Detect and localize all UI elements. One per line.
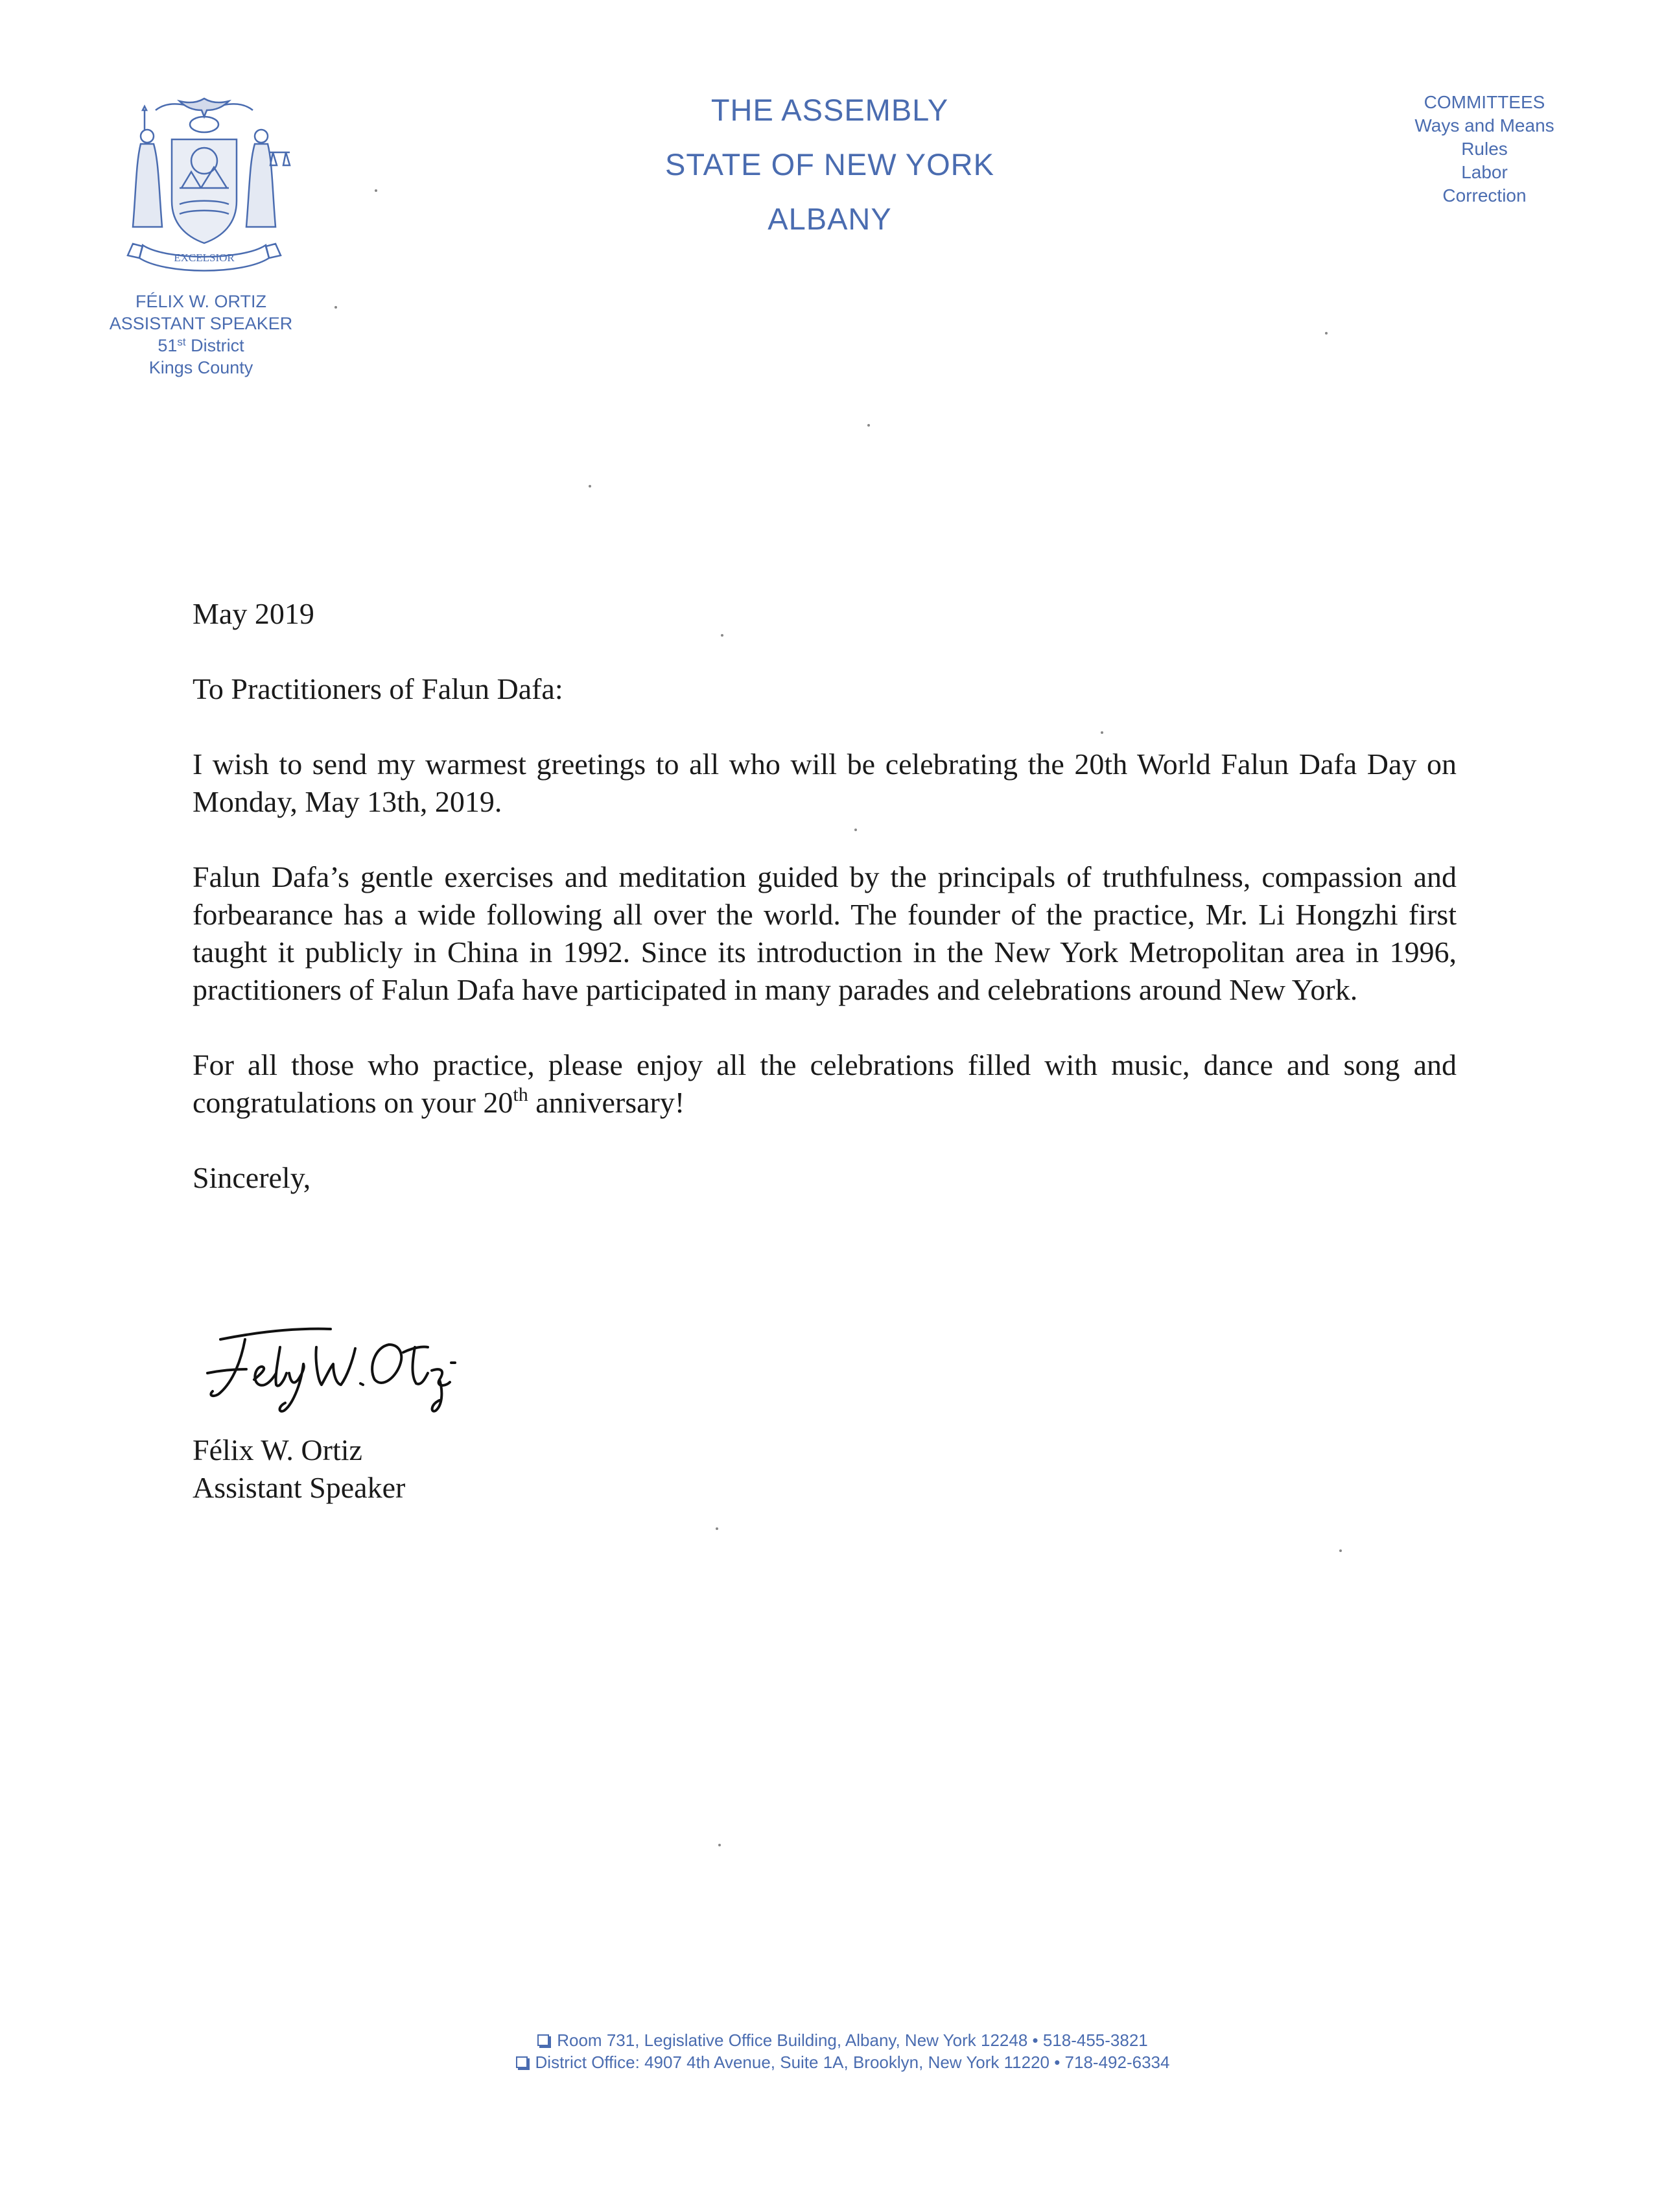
letter-paragraph: I wish to send my warmest greetings to all who will be celebrating the 20th World Falun Dafa Day on Monday, May 13th, 2019. (193, 747, 1457, 818)
committees-heading: COMMITTEES (1424, 92, 1545, 112)
letterhead-line-assembly: THE ASSEMBLY (710, 93, 949, 127)
letter-paragraph (193, 1046, 1457, 1122)
signer-block (193, 1431, 405, 1507)
seal-motto: EXCELSIOR (174, 252, 235, 264)
committee-item: Correction (1442, 185, 1527, 206)
scan-speck (1325, 332, 1328, 335)
district-suffix: st (177, 336, 186, 348)
committee-item: Ways and Means (1414, 115, 1554, 135)
paragraph-text: anniversary! (528, 1086, 685, 1119)
seal-graphic (107, 91, 301, 279)
member-title: ASSISTANT SPEAKER (109, 314, 293, 333)
district-word: District (185, 336, 244, 355)
committee-item: Rules (1461, 139, 1508, 159)
letter-paragraph: Falun Dafa’s gentle exercises and meditation guided by the principals of truthfulness, compassion and forbearance has a wide following all over the world. The founder of the practice, Mr. Li Hongzhi first taught it publicly in China in 1992. Since its introduction in the New York Metropolitan area in 1996, practitioners of Falun Dafa have participated in many parades and celebrations around New York. (193, 860, 1457, 1006)
scan-speck (375, 189, 377, 192)
ordinal-suffix: th (513, 1084, 528, 1105)
new-york-state-seal (107, 91, 301, 279)
member-name: FÉLIX W. ORTIZ (135, 292, 267, 311)
scan-speck (854, 829, 857, 831)
letterhead-line-city: ALBANY (768, 202, 892, 236)
footer-albany-address (389, 2029, 1296, 2051)
letter-closing: Sincerely, (193, 1161, 311, 1194)
footer-line-text: District Office: 4907 4th Avenue, Suite 1A, Brooklyn, New York 11220 • 718-492-6334 (535, 2053, 1170, 2072)
signer-name: Félix W. Ortiz (193, 1433, 362, 1466)
member-county: Kings County (148, 358, 253, 377)
scan-speck (721, 634, 723, 637)
signer-title: Assistant Speaker (193, 1471, 406, 1504)
handwritten-signature (194, 1308, 493, 1418)
letterhead-line-state: STATE OF NEW YORK (665, 147, 994, 182)
scan-speck (867, 424, 870, 427)
scan-speck (334, 306, 337, 309)
signature-text: Felix W. Ortiz (194, 1308, 198, 1309)
member-info-block (39, 290, 363, 379)
scan-speck (1101, 731, 1103, 734)
signature-graphic (194, 1308, 493, 1418)
checkbox-bullet-icon (516, 2056, 528, 2068)
scan-speck (718, 1844, 721, 1846)
paragraph-text: For all those who practice, please enjoy all the celebrations filled with music, dance and song and congratulations on your 20 (193, 1048, 1457, 1119)
checkbox-bullet-icon (537, 2034, 549, 2046)
district-number: 51 (158, 336, 178, 355)
scan-speck (589, 485, 591, 488)
member-district (39, 335, 363, 357)
letter-body (193, 595, 1457, 1197)
footer-line-text: Room 731, Legislative Office Building, Albany, New York 12248 • 518-455-3821 (557, 2030, 1148, 2050)
letter-date: May 2019 (193, 597, 314, 630)
committees-list (1355, 91, 1614, 207)
letter-salutation: To Practitioners of Falun Dafa: (193, 672, 563, 705)
scan-speck (1339, 1549, 1342, 1552)
footer-addresses (389, 2029, 1296, 2073)
footer-district-address (389, 2051, 1296, 2073)
committee-item: Labor (1461, 162, 1508, 182)
letterhead-title (570, 83, 1089, 246)
scan-speck (716, 1527, 718, 1530)
